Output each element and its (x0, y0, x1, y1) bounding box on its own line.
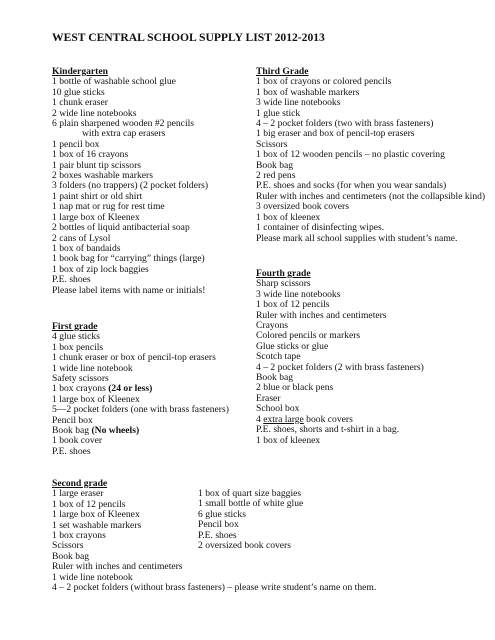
kindergarten-section (52, 67, 208, 296)
list-item: 1 chunk eraser (52, 97, 108, 109)
third-grade-heading: Third Grade (256, 66, 309, 77)
list-item: Ruler with inches and centimeters (256, 309, 387, 321)
list-item: 1 wide line notebook (52, 362, 133, 374)
list-item: 1 box of kleenex (256, 434, 321, 446)
list-item: 1 small bottle of white glue (198, 498, 304, 510)
list-item: 5—2 pocket folders (one with brass fasteners) (52, 404, 229, 416)
list-item: Book bag (52, 550, 90, 562)
list-item: 3 wide line notebooks (256, 97, 341, 109)
list-item: 1 box of 12 pencils (256, 299, 330, 311)
list-item: Crayons (256, 320, 288, 332)
list-item: 2 boxes washable markers (52, 170, 153, 182)
list-item: P.E. shoes (52, 445, 91, 457)
list-item: 2 cans of Lysol (52, 232, 111, 244)
list-item: 1 box pencils (52, 341, 104, 353)
list-item: 1 box of 12 wooden pencils – no plastic covering (256, 149, 445, 161)
crayons-limit: (24 or less) (108, 383, 153, 395)
list-item: Pencil box (198, 519, 239, 531)
list-item: 2 bottles of liquid antibacterial soap (52, 222, 190, 234)
list-item: 1 chunk eraser or box of pencil-top erasers (52, 352, 216, 364)
crayons-label: 1 box crayons (52, 383, 109, 395)
list-item: 1 box of 12 pencils (52, 498, 126, 510)
list-item: 1 pair blunt tip scissors (52, 159, 142, 171)
list-item: 10 glue sticks (52, 86, 105, 98)
covers-size: extra large (263, 413, 304, 425)
list-item: Scissors (52, 540, 84, 552)
list-item: Book bag (256, 159, 294, 171)
list-item: 2 red pens (256, 170, 296, 182)
list-item: 1 paint shirt or old shirt (52, 190, 143, 202)
list-item: Book bag (256, 372, 294, 384)
list-item: 1 box of zip lock baggies (52, 263, 149, 275)
list-item: 2 oversized book covers (198, 540, 291, 552)
book-bag-note: (No wheels) (91, 425, 140, 437)
list-item: 2 wide line notebooks (52, 107, 137, 119)
list-item: 3 oversized book covers (256, 201, 349, 213)
list-item: Eraser (256, 392, 281, 404)
list-item: 1 pencil box (52, 138, 100, 150)
list-item: 1 large box of Kleenex (52, 211, 140, 223)
list-item: 1 box of kleenex (256, 211, 321, 223)
list-item: Scissors (256, 138, 288, 150)
list-item: Sharp scissors (256, 278, 311, 290)
list-item: 1 book bag for “carrying” things (large) (52, 253, 205, 265)
list-note: Please label items with name or initials! (52, 284, 206, 296)
list-item-continuation: with extra cap erasers (82, 128, 166, 140)
list-item: 1 book cover (52, 435, 103, 447)
list-item: 1 set washable markers (52, 519, 142, 531)
list-item: Colored pencils or markers (256, 330, 361, 342)
list-item: 1 large eraser (52, 488, 104, 500)
second-grade-right-column (198, 489, 303, 551)
list-item: School box (256, 403, 300, 415)
list-item: Safety scissors (52, 373, 109, 385)
list-note: Please mark all school supplies with student’s name. (256, 232, 458, 244)
list-item: 1 large box of Kleenex (52, 509, 140, 521)
list-item: 1 wide line notebook (52, 571, 133, 583)
list-item: P.E. shoes (52, 274, 91, 286)
list-item: Pencil box (52, 414, 93, 426)
list-item: 1 box of 16 crayons (52, 149, 129, 161)
list-item: 4 glue sticks (52, 331, 100, 343)
list-item: 4 – 2 pocket folders (2 with brass fasteners) (256, 361, 424, 373)
list-item: P.E. shoes (198, 529, 237, 541)
fourth-grade-section (256, 269, 424, 446)
first-grade-section (52, 322, 229, 457)
list-item: Scotch tape (256, 351, 301, 363)
list-item: 1 nap mat or rug for rest time (52, 201, 165, 213)
list-item: 6 plain sharpened wooden #2 pencils (52, 118, 195, 130)
third-grade-section (256, 67, 485, 244)
covers-label: book covers (303, 413, 353, 425)
list-item: 1 box of washable markers (256, 86, 360, 98)
list-item: 4 – 2 pocket folders (two with brass fasteners) (256, 118, 434, 130)
list-item: 1 big eraser and box of pencil-top erasers (256, 128, 415, 140)
second-grade-heading: Second grade (52, 478, 108, 489)
fourth-grade-heading: Fourth grade (256, 268, 311, 279)
list-item: 1 box crayons (52, 530, 106, 542)
list-item: 1 box of crayons or colored pencils (256, 76, 392, 88)
list-item: Ruler with inches and centimeters (52, 561, 183, 573)
page-title: WEST CENTRAL SCHOOL SUPPLY LIST 2012-2013 (52, 31, 325, 44)
list-item: Glue sticks or glue (256, 340, 329, 352)
list-item: 1 container of disinfecting wipes. (256, 222, 385, 234)
list-item: Ruler with inches and centimeters (not the collapsible kind) (256, 190, 486, 202)
list-item: 3 wide line notebooks (256, 288, 341, 300)
list-item: 1 bottle of washable school glue (52, 76, 176, 88)
list-item: P.E. shoes, shorts and t-shirt in a bag. (256, 424, 400, 436)
first-grade-heading: First grade (52, 321, 98, 332)
list-item: 3 folders (no trappers) (2 pocket folders) (52, 180, 209, 192)
covers-count: 4 (256, 413, 264, 425)
list-item: 1 glue stick (256, 107, 301, 119)
book-bag-label: Book bag (52, 425, 92, 437)
list-item: P.E. shoes and socks (for when you wear sandals) (256, 180, 447, 192)
list-item: 1 box of bandaids (52, 242, 121, 254)
list-item: 2 blue or black pens (256, 382, 334, 394)
list-item: 6 glue sticks (198, 508, 246, 520)
list-item: 4 – 2 pocket folders (without brass fasteners) – please write student’s name on them. (52, 582, 377, 594)
list-item: 1 box of quart size baggies (198, 488, 302, 499)
list-item: 1 large box of Kleenex (52, 393, 140, 405)
kindergarten-heading: Kindergarten (52, 66, 108, 77)
